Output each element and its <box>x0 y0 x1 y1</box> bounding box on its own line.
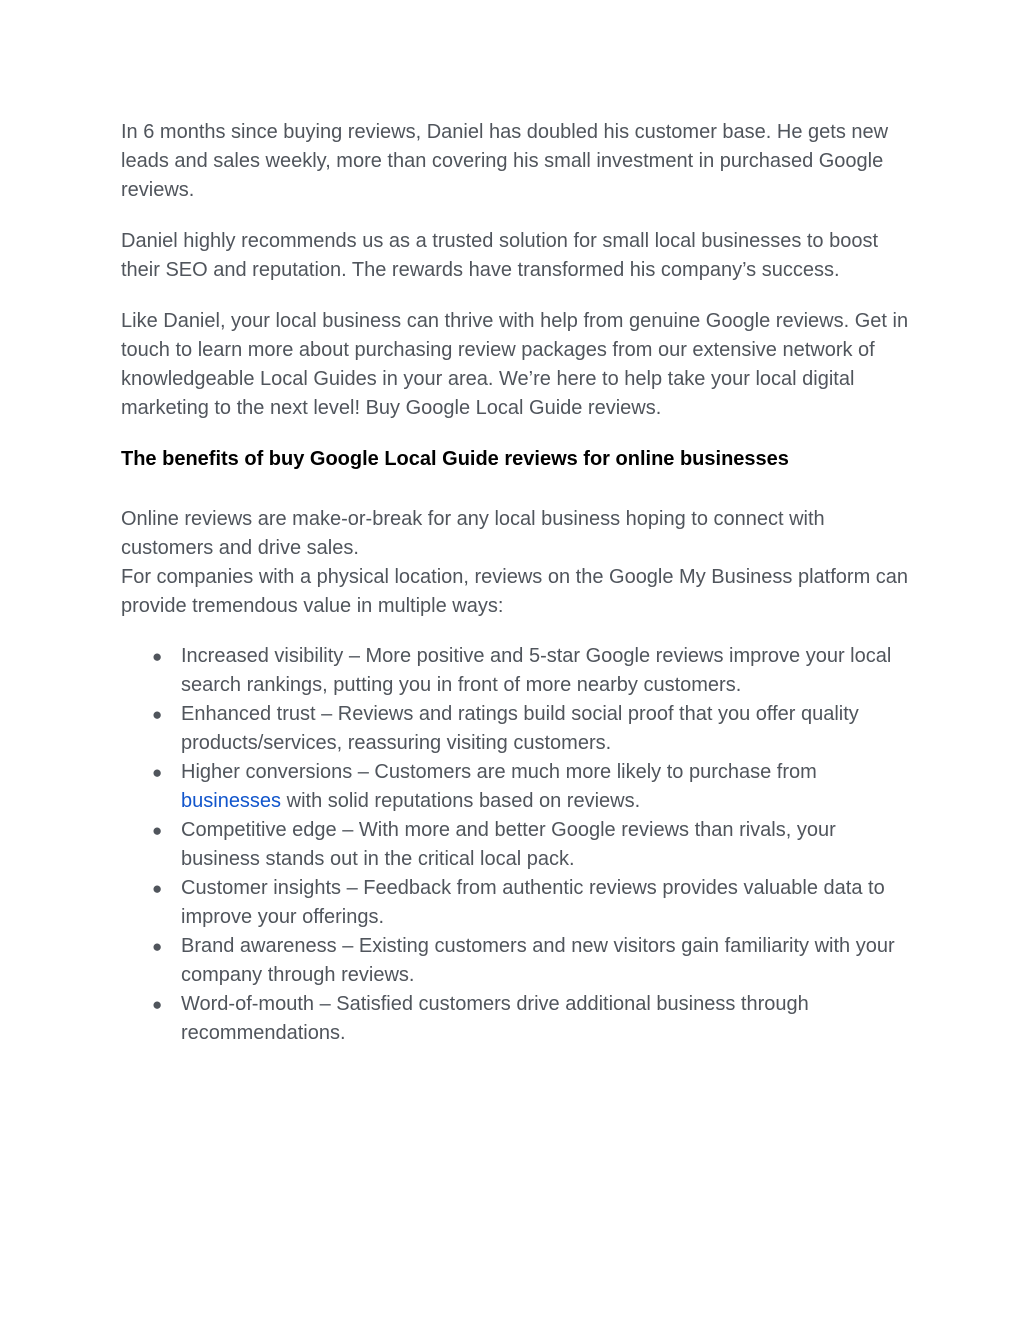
list-item-text: Word-of-mouth – Satisfied customers drive additional business through recommendations. <box>181 993 809 1044</box>
list-item <box>152 642 911 700</box>
list-item-text: Brand awareness – Existing customers and new visitors gain familiarity with your company through reviews. <box>181 935 895 986</box>
bullet-icon: ● <box>152 647 163 666</box>
bullet-icon: ● <box>152 995 163 1014</box>
paragraph-results: In 6 months since buying reviews, Daniel has doubled his customer base. He gets new leads and sales weekly, more than covering his small investment in purchased Google reviews. <box>121 121 889 201</box>
paragraph-call-to-action: Like Daniel, your local business can thrive with help from genuine Google reviews. Get in touch to learn more about purchasing review packages from our extensive network of knowledgeable Local Guides in your area. We’re here to help take your local digital marketing to the next level! Buy Google Local Guide reviews. <box>121 310 909 419</box>
bullet-icon: ● <box>152 763 163 782</box>
bullet-icon: ● <box>152 821 163 840</box>
list-item <box>152 816 911 874</box>
list-item <box>152 932 911 990</box>
document-page <box>121 118 911 1048</box>
benefits-list <box>121 642 911 1048</box>
bullet-icon: ● <box>152 879 163 898</box>
list-item-text: Increased visibility – More positive and 5-star Google reviews improve your local search rankings, putting you in front of more nearby customers. <box>181 645 892 696</box>
bullet-icon: ● <box>152 937 163 956</box>
list-item-text-before-link: Higher conversions – Customers are much more likely to purchase from <box>181 761 817 783</box>
list-item <box>152 990 911 1048</box>
bullet-icon: ● <box>152 705 163 724</box>
benefits-intro-line-2: For companies with a physical location, reviews on the Google My Business platform can provide tremendous value in multiple ways: <box>121 566 909 617</box>
section-heading: The benefits of buy Google Local Guide reviews for online businesses <box>121 448 789 470</box>
benefits-intro-line-1: Online reviews are make-or-break for any local business hoping to connect with customers and drive sales. <box>121 508 825 559</box>
list-item-text-after-link: with solid reputations based on reviews. <box>281 790 641 812</box>
businesses-link[interactable]: businesses <box>181 790 282 812</box>
list-item-text: Customer insights – Feedback from authentic reviews provides valuable data to improve your offerings. <box>181 877 885 928</box>
list-item <box>152 700 911 758</box>
list-item-text: Competitive edge – With more and better Google reviews than rivals, your business stands out in the critical local pack. <box>181 819 836 870</box>
list-item <box>152 874 911 932</box>
paragraph-benefits-intro <box>121 505 911 621</box>
paragraph-recommendation: Daniel highly recommends us as a trusted solution for small local businesses to boost their SEO and reputation. The rewards have transformed his company’s success. <box>121 230 879 281</box>
list-item-text: Enhanced trust – Reviews and ratings build social proof that you offer quality products/services, reassuring visiting customers. <box>181 703 859 754</box>
list-item <box>152 758 911 816</box>
